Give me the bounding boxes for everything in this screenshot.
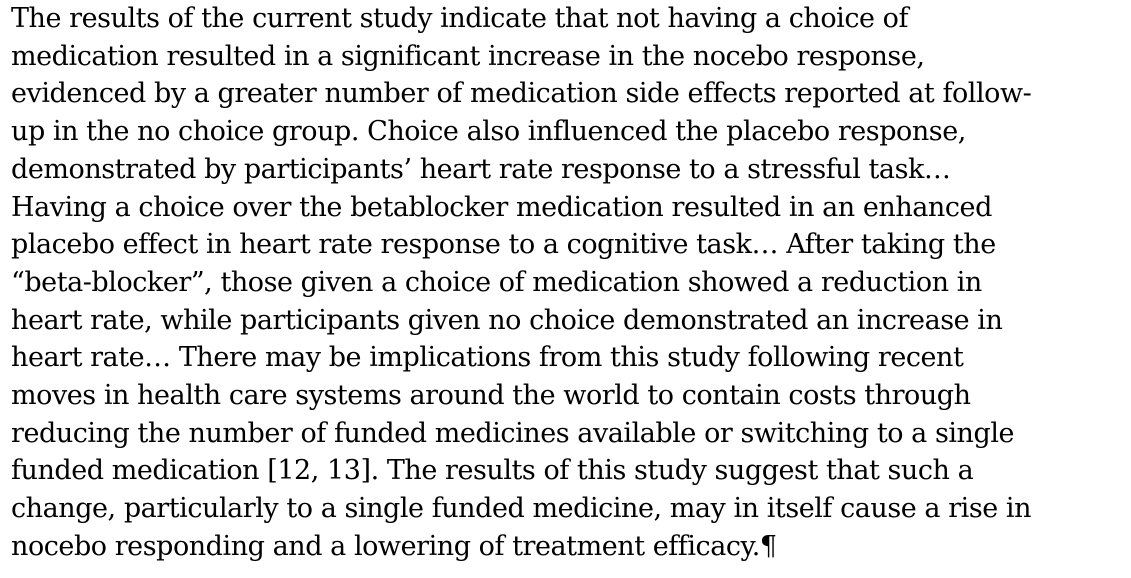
paragraph-line: heart rate… There may be implications from this study following recent [11,342,964,374]
paragraph-line: Having a choice over the betablocker medication resulted in an enhanced [11,191,992,223]
paragraph-line: The results of the current study indicate that not having a choice of [11,3,908,34]
body-paragraph [11,0,1131,566]
paragraph-line: moves in health care systems around the world to contain costs through [11,380,971,412]
paragraph-line: placebo effect in heart rate response to a cognitive task… After taking the [11,229,996,261]
paragraph-line: funded medication [12, 13]. The results of this study suggest that such a [11,455,974,487]
paragraph-line: change, particularly to a single funded medicine, may in itself cause a rise in [11,493,1032,525]
paragraph-line: medication resulted in a significant increase in the nocebo response, [11,40,925,72]
paragraph-line: up in the no choice group. Choice also influenced the placebo response, [11,116,966,148]
paragraph-line: “beta-blocker”, those given a choice of medication showed a reduction in [11,266,982,298]
paragraph-line: reducing the number of funded medicines available or switching to a single [11,417,1015,449]
paragraph-line: evidenced by a greater number of medication side effects reported at follow- [11,78,1032,110]
paragraph-line: demonstrated by participants’ heart rate response to a stressful task… [11,153,951,185]
paragraph-line: nocebo responding and a lowering of treatment efficacy.¶ [11,530,777,562]
paragraph-line: heart rate, while participants given no choice demonstrated an increase in [11,304,1003,336]
